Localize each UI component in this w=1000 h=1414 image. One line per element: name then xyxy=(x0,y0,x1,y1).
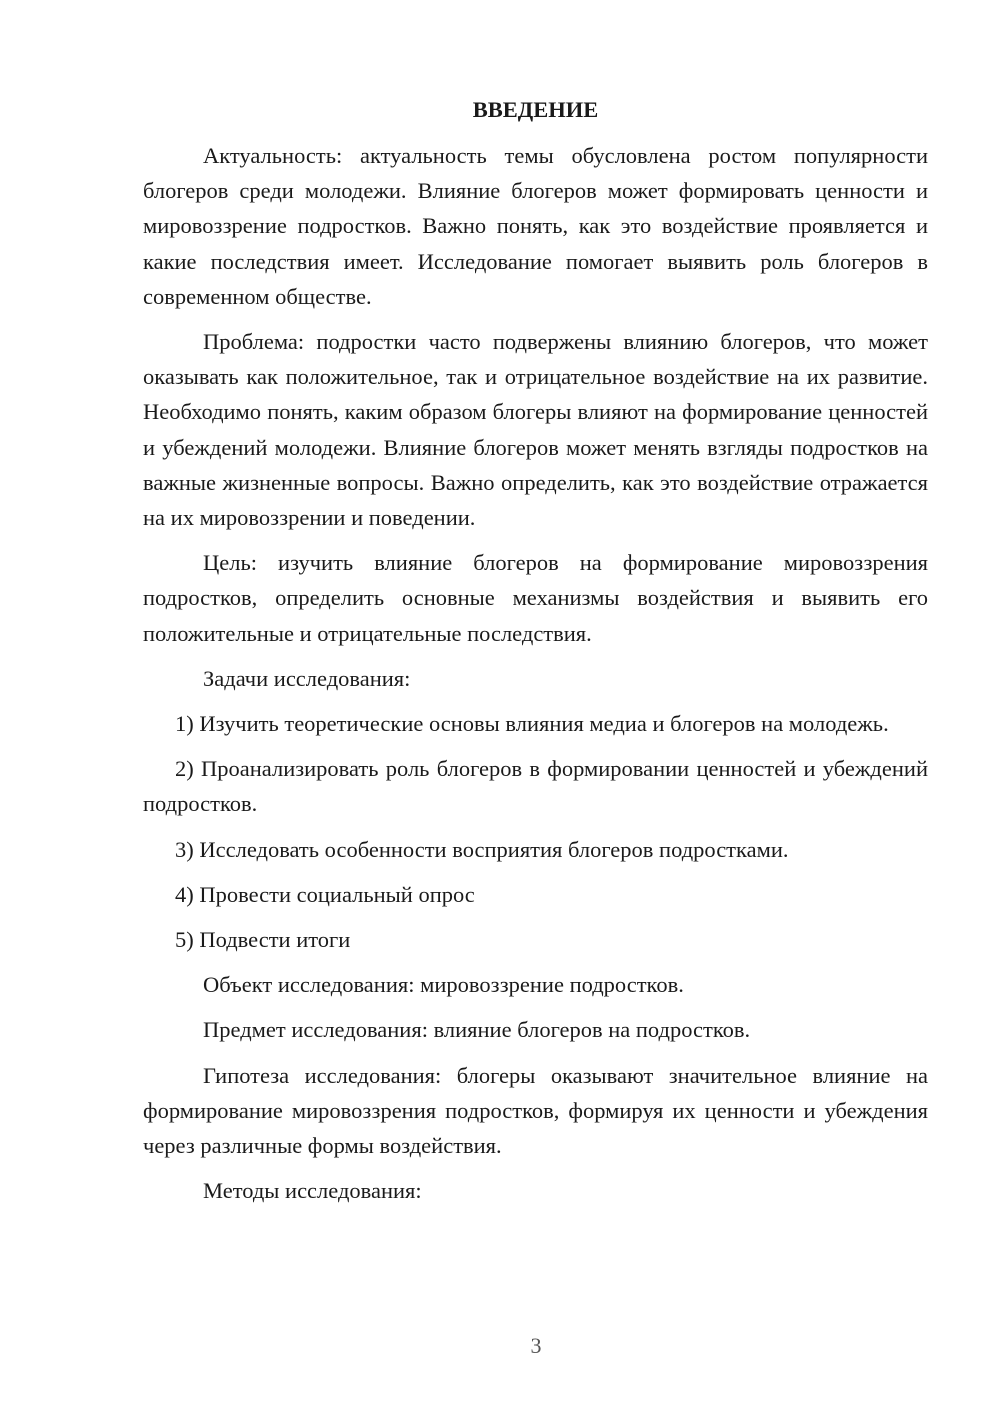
subject-paragraph: Предмет исследования: влияние блогеров на подростков. xyxy=(203,1017,751,1043)
task-item-3: 3) Исследовать особенности восприятия блогеров подростками. xyxy=(175,836,789,862)
task-item-1: 1) Изучить теоретические основы влияния медиа и блогеров на молодежь. xyxy=(175,711,889,737)
page-number: 3 xyxy=(530,1333,542,1358)
methods-heading: Методы исследования: xyxy=(203,1178,422,1204)
problem-paragraph: Проблема: подростки часто подвержены влиянию блогеров, что может оказывать как положительное, так и отрицательное воздействие на их развитие. Необходимо понять, каким образом блогеры влияют на формирование ценностей и убеждений молодежи. Влияние блогеров может менять взгляды подростков на важные жизненные вопросы. Важно определить, как это воздействие отражается на их мировоззрении и поведении. xyxy=(143,329,928,531)
page-title: ВВЕДЕНИЕ xyxy=(472,97,599,122)
object-paragraph: Объект исследования: мировоззрение подростков. xyxy=(203,972,684,998)
goal-paragraph: Цель: изучить влияние блогеров на формирование мировоззрения подростков, определить основные механизмы воздействия и выявить его положительные и отрицательные последствия. xyxy=(143,550,928,646)
relevance-paragraph: Актуальность: актуальность темы обусловлена ростом популярности блогеров среди молодежи. Влияние блогеров может формировать ценности и мировоззрение подростков. Важно понять, как это воздействие проявляется и какие последствия имеет. Исследование помогает выявить роль блогеров в современном обществе. xyxy=(143,143,928,309)
tasks-heading: Задачи исследования: xyxy=(203,665,411,691)
hypothesis-paragraph: Гипотеза исследования: блогеры оказывают значительное влияние на формирование мировоззрения подростков, формируя их ценности и убеждения через различные формы воздействия. xyxy=(143,1062,928,1159)
task-item-4: 4) Провести социальный опрос xyxy=(175,881,475,907)
task-item-5: 5) Подвести итоги xyxy=(175,927,351,953)
task-item-2: 2) Проанализировать роль блогеров в формировании ценностей и убеждений подростков. xyxy=(143,756,928,817)
page-body xyxy=(143,94,928,1218)
